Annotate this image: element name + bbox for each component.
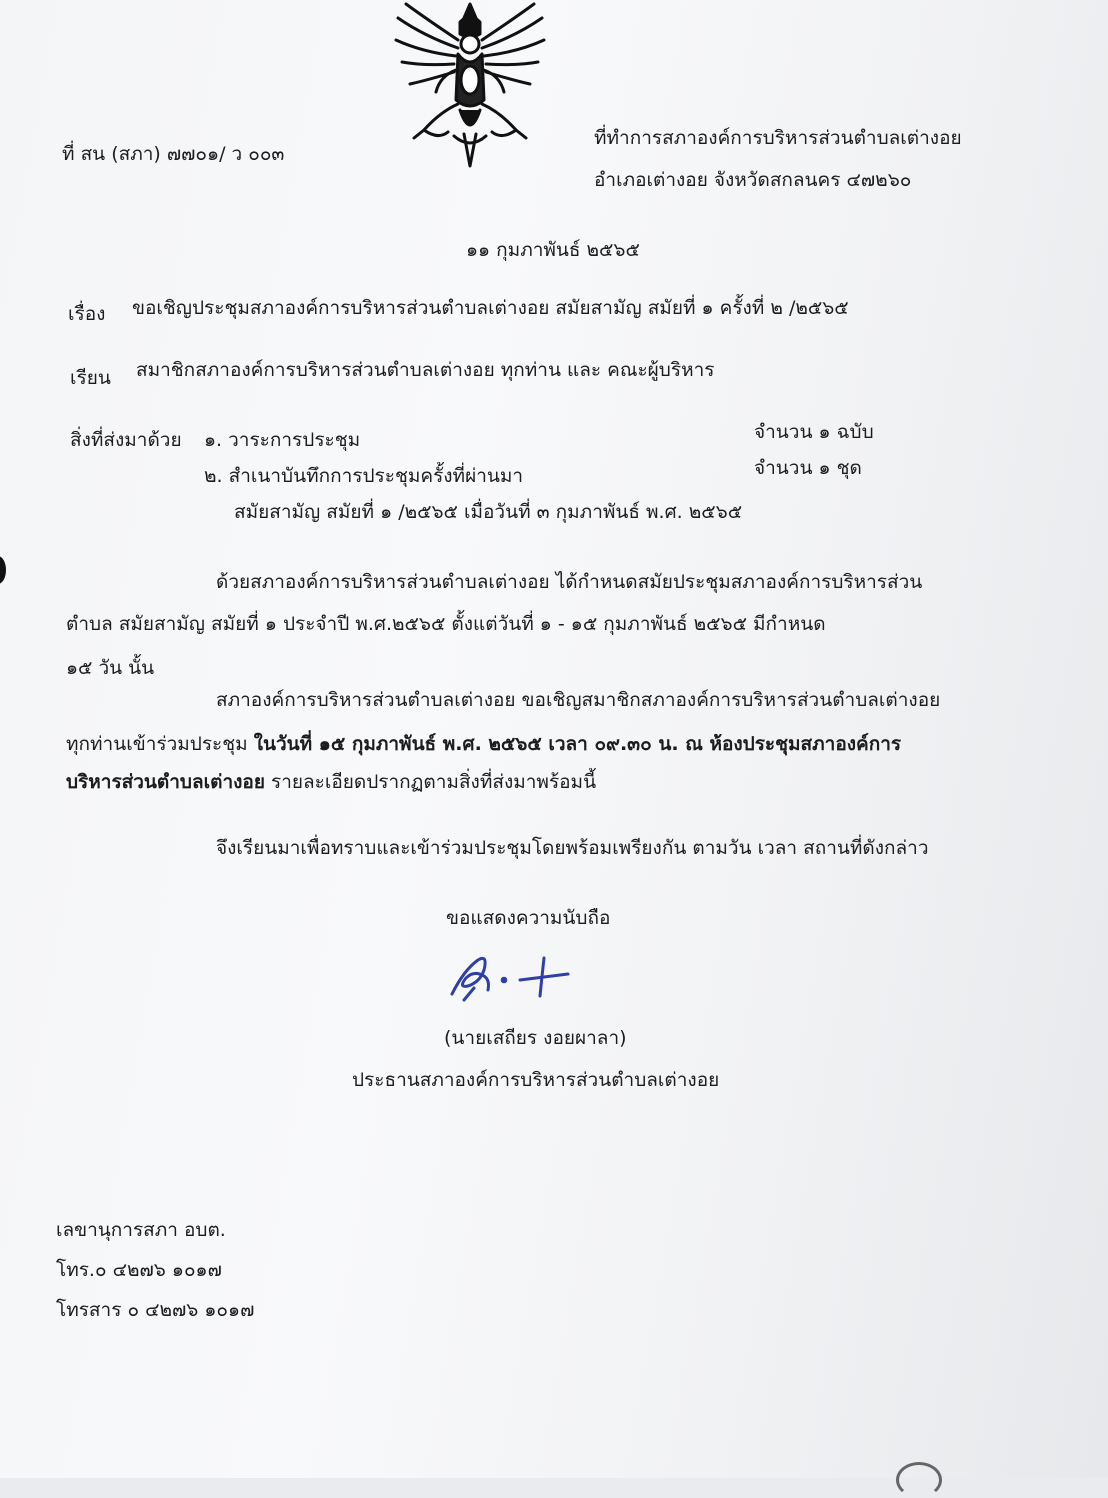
office-address-line1: ที่ทำการสภาองค์การบริหารส่วนตำบลเต่างอย (594, 127, 962, 149)
enclosure-item-1: ๑. วาระการประชุม (204, 429, 361, 451)
paragraph-2-line-3-normal: รายละเอียดปรากฏตามสิ่งที่ส่งมาพร้อมนี้ (264, 771, 597, 793)
handwritten-signature-icon (444, 950, 576, 1006)
enclosure-item-1-qty: จำนวน ๑ ฉบับ (754, 421, 874, 443)
garuda-emblem-icon (388, 0, 552, 170)
paragraph-2-line-2-normal: ทุกท่านเข้าร่วมประชุม (66, 733, 254, 755)
office-address-line2: อำเภอเต่างอย จังหวัดสกลนคร ๔๗๒๖๐ (594, 169, 912, 191)
reference-number: ที่ สน (สภา) ๗๗๐๑/ ว ๐๐๓ (62, 143, 285, 165)
enclosure-item-2-qty: จำนวน ๑ ชุด (754, 457, 862, 479)
footer-department: เลขานุการสภา อบต. (56, 1219, 226, 1241)
subject-text: ขอเชิญประชุมสภาองค์การบริหารส่วนตำบลเต่างอย สมัยสามัญ สมัยที่ ๑ ครั้งที่ ๒ /๒๕๖๕ (132, 297, 849, 319)
signatory-position: ประธานสภาองค์การบริหารส่วนตำบลเต่างอย (352, 1069, 720, 1091)
paragraph-1-line-3: ๑๕ วัน นั้น (66, 657, 155, 679)
binder-hole-shadow (0, 556, 6, 584)
paragraph-1-line-1: ด้วยสภาองค์การบริหารส่วนตำบลเต่างอย ได้กำหนดสมัยประชุมสภาองค์การบริหารส่วน (216, 571, 923, 593)
corner-mark (896, 1462, 942, 1498)
paragraph-1-line-2: ตำบล สมัยสามัญ สมัยที่ ๑ ประจำปี พ.ศ.๒๕๖๕ ตั้งแต่วันที่ ๑ - ๑๕ กุมภาพันธ์ ๒๕๖๕ มีกำหนด (66, 613, 826, 635)
paragraph-3: จึงเรียนมาเพื่อทราบและเข้าร่วมประชุมโดยพร้อมเพรียงกัน ตามวัน เวลา สถานที่ดังกล่าว (216, 837, 929, 859)
recipient-label: เรียน (70, 367, 111, 389)
paragraph-2-line-2 (66, 732, 901, 756)
signatory-name: (นายเสถียร งอยผาลา) (444, 1027, 627, 1049)
meeting-place-cont: บริหารส่วนตำบลเต่างอย (66, 771, 265, 793)
subject-label: เรื่อง (68, 303, 106, 325)
recipient-text: สมาชิกสภาองค์การบริหารส่วนตำบลเต่างอย ทุกท่าน และ คณะผู้บริหาร (136, 359, 715, 381)
closing-regards: ขอแสดงความนับถือ (446, 907, 611, 929)
enclosure-item-2-continued: สมัยสามัญ สมัยที่ ๑ /๒๕๖๕ เมื่อวันที่ ๓ กุมภาพันธ์ พ.ศ. ๒๕๖๕ (234, 501, 743, 523)
letter-date: ๑๑ กุมภาพันธ์ ๒๕๖๕ (466, 239, 640, 261)
enclosures-label: สิ่งที่ส่งมาด้วย (70, 429, 182, 451)
paragraph-2-line-3 (66, 770, 596, 794)
enclosure-item-2: ๒. สำเนาบันทึกการประชุมครั้งที่ผ่านมา (204, 465, 524, 487)
footer-telephone: โทร.๐ ๔๒๗๖ ๑๐๑๗ (56, 1259, 222, 1281)
meeting-datetime-place: ในวันที่ ๑๕ กุมภาพันธ์ พ.ศ. ๒๕๖๕ เวลา ๐๙.๓๐ น. ณ ห้องประชุมสภาองค์การ (253, 733, 902, 755)
footer-fax: โทรสาร ๐ ๔๒๗๖ ๑๐๑๗ (56, 1299, 255, 1321)
paragraph-2-line-1: สภาองค์การบริหารส่วนตำบลเต่างอย ขอเชิญสมาชิกสภาองค์การบริหารส่วนตำบลเต่างอย (216, 689, 941, 711)
